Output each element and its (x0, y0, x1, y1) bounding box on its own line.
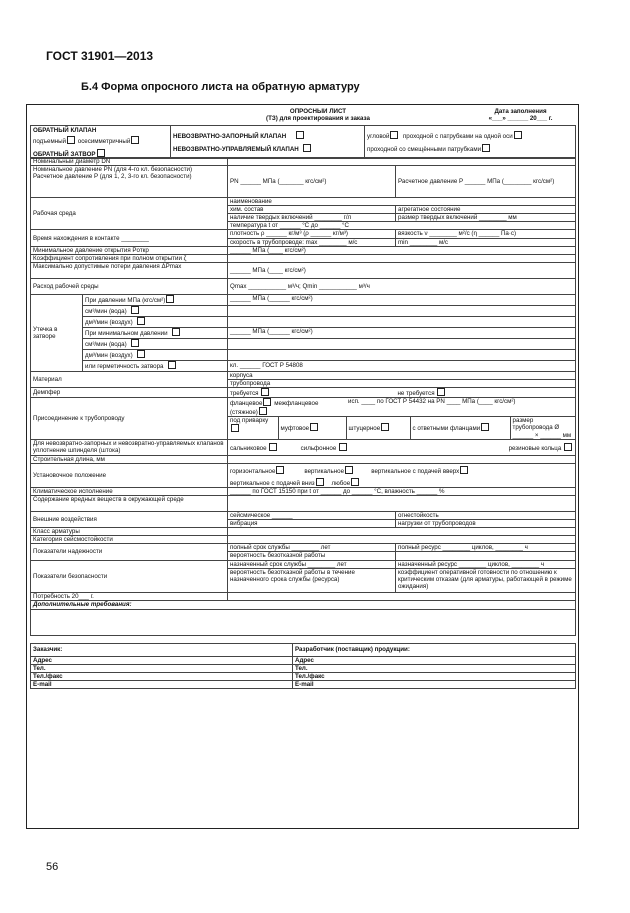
readiness-coef-field[interactable]: коэффициент оперативной готовности по отношению к критическим отказам (для арматуры, работающей в режиме ожидания) (396, 568, 576, 592)
mating-flanges-label: с ответными фланцами (412, 425, 481, 433)
tightness-field[interactable]: кл. ______ ГОСТ Р 54808 (228, 360, 576, 371)
section-title: Б.4 Форма опросного листа на обратную арматуру (81, 81, 360, 93)
weld-label: под приварку (230, 417, 269, 425)
vertical-up-label: вертикальное с подачей вверх (371, 467, 460, 475)
controlled-check-label: НЕВОЗВРАТНО-УПРАВЛЯЕМЫЙ КЛАПАН (173, 146, 299, 154)
form-header-table (30, 108, 575, 126)
flow-rate-field[interactable]: Qmax ___________ м³/ч; Qmin ___________ м³/ч (228, 278, 576, 294)
vertical-down-label: вертикальное с подачей вниз (230, 479, 315, 487)
stop-check-checkbox[interactable] (296, 131, 304, 139)
face-length-label: Строительная длина, мм (31, 455, 228, 463)
stop-check-label: НЕВОЗВРАТНО-ЗАПОРНЫЙ КЛАПАН (173, 133, 287, 140)
min-open-pressure-label: Минимальное давление открытия Pоткр (31, 246, 228, 254)
connection-label: Присоединение к трубопроводу (31, 398, 228, 439)
fire-resistance-field[interactable]: огнестойкость (396, 511, 576, 519)
offset-label: проходной со смещёнными патрубками (367, 146, 482, 154)
nipple-label: штуцерное (348, 425, 381, 433)
vibration-field[interactable]: вибрация (228, 520, 396, 528)
contacts-table (30, 643, 576, 689)
pipe-loads-field[interactable]: нагрузки от трубопроводов (396, 520, 576, 528)
gland-checkbox[interactable] (269, 443, 277, 451)
additional-requirements-field[interactable] (31, 609, 576, 635)
pn-label: Номинальное давление PN (для 4-го кл. безопасности) (33, 166, 193, 174)
parameters-table (30, 157, 576, 636)
vertical-label: вертикальное (304, 467, 345, 475)
damper-required-checkbox[interactable] (261, 388, 269, 396)
seismic-category-label: Категория сейсмостойкости (31, 536, 228, 544)
medium-label: Рабочая среда (31, 198, 228, 230)
damper-required-label: требуется (230, 390, 259, 398)
pn-field[interactable]: PN ______ МПа (_______ кгс/см²) (230, 178, 327, 186)
any-position-label: любое (331, 479, 351, 487)
flanged-checkbox[interactable] (263, 398, 271, 406)
pr-field[interactable]: Расчетное давление P ______ МПа (________ кгс/см²) (398, 178, 555, 186)
nipple-checkbox[interactable] (381, 423, 389, 431)
axisymmetric-label: осесимметричный (77, 138, 131, 146)
vertical-down-checkbox[interactable] (316, 478, 324, 486)
bellows-label: сильфонное (300, 444, 337, 452)
gland-label: сальниковое (230, 444, 267, 452)
air-leak-checkbox-2[interactable] (137, 350, 145, 358)
pressure-loss-field[interactable]: ______ МПа (____ кгс/см²) (228, 262, 576, 278)
climate-field[interactable]: ______ по ГОСТ 15150 при t от ______ до ______ °С, влажность ______ % (228, 487, 576, 495)
failure-free-field[interactable]: вероятность безотказной работы (228, 552, 396, 560)
damper-label: Демпфер (31, 388, 228, 398)
position-label: Установочное положение (31, 463, 228, 487)
harmful-substances-label: Содержание вредных веществ в окружающей среде (31, 495, 228, 511)
assigned-life-field[interactable]: назначенный срок службы ________ лет (228, 560, 396, 568)
contact-time-label: Время нахождения в контакте ________ (31, 230, 228, 246)
developer-label: Разработчик (поставщик) продукции: (293, 644, 576, 657)
state-field[interactable]: агрегатное состояние (396, 206, 576, 214)
assigned-resource-field[interactable]: назначенный ресурс ________ циклов, ________ ч (396, 560, 576, 568)
mating-flanges-checkbox[interactable] (481, 423, 489, 431)
check-gate-label: ОБРАТНЫЙ ЗАТВОР (33, 151, 96, 159)
wafer-checkbox[interactable] (259, 407, 267, 415)
reliability-label: Показатели надежности (31, 544, 228, 560)
min-open-pressure-field[interactable]: ______ МПа (____ кгс/см²) (228, 246, 576, 254)
air-leak-label-2: дм³/мин (воздух) (85, 351, 133, 359)
full-resource-field[interactable]: полный ресурс ________ циклов, ________ ч (396, 544, 576, 552)
developer-fax-field[interactable]: Тел./факс (293, 673, 576, 681)
tz-label: (ТЗ) для проектирования и заказа (266, 115, 370, 123)
vertical-up-checkbox[interactable] (460, 466, 468, 474)
wafer-label: межфланцевое (стяжное) (230, 400, 319, 417)
material-label: Материал (31, 371, 228, 387)
coupling-checkbox[interactable] (310, 423, 318, 431)
test-pressure-checkbox[interactable] (166, 295, 174, 303)
straight-checkbox[interactable] (514, 131, 522, 139)
weld-checkbox[interactable] (231, 424, 239, 432)
water-leak-checkbox[interactable] (131, 306, 139, 314)
angle-checkbox[interactable] (390, 131, 398, 139)
customer-label: Заказчик: (31, 644, 293, 657)
angle-label: угловой (367, 133, 390, 140)
test-pressure-label: При давлении МПа (кгс/см²) (85, 296, 166, 304)
demand-field[interactable]: Потребность 20___ г. (31, 592, 228, 600)
damper-not-required-checkbox[interactable] (437, 388, 445, 396)
density-field[interactable]: плотность ρ ______ кг/м³ (ρ ______ кг/м³) (228, 230, 396, 238)
velocity-max-field[interactable]: скорость в трубопроводе: max ________ м/с (228, 238, 396, 246)
orings-label: резиновые кольца (508, 444, 562, 452)
tightness-checkbox[interactable] (168, 361, 176, 369)
water-leak-label-2: см³/мин (вода) (85, 340, 127, 348)
pipe-size-field[interactable]: размер трубопровода Ø ______ × ______ мм (512, 417, 572, 439)
stem-seal-label: Для невозвратно-запорных и невозвратно-управляемых клапанов уплотнение шпинделя (штока) (31, 439, 228, 455)
flow-rate-label: Расход рабочей среды (31, 278, 228, 294)
temp-field[interactable]: температура t от ______ °С до ______ °С (228, 222, 576, 230)
horizontal-checkbox[interactable] (276, 466, 284, 474)
valve-class-label: Класс арматуры (31, 528, 228, 536)
flanged-label: фланцевое (230, 400, 263, 408)
developer-email-field[interactable]: E-mail (293, 681, 576, 689)
customer-email-field[interactable]: E-mail (31, 681, 293, 689)
tightness-label: или герметичность затвора (85, 362, 164, 370)
pr-label: Расчетное давление P (для 1, 2, 3-го кл. безопасности) (33, 173, 192, 181)
name-field[interactable]: наименование (228, 198, 576, 206)
customer-fax-field[interactable]: Тел./факс (31, 673, 293, 681)
chem-field[interactable]: хим. состав (228, 206, 396, 214)
safety-label: Показатели безопасности (31, 560, 228, 592)
air-leak-label: дм³/мин (воздух) (85, 318, 133, 326)
developer-address-field[interactable]: Адрес (293, 657, 576, 665)
bellows-checkbox[interactable] (339, 443, 347, 451)
date-field[interactable]: «___» ______ 20___ г. (488, 115, 553, 123)
lift-type-label: подъемный (33, 138, 67, 146)
flange-design-field[interactable]: исп. ____ по ГОСТ Р 54432 на PN ____ МПа (____ кгс/см²) (346, 398, 575, 417)
customer-address-field[interactable]: Адрес (31, 657, 293, 665)
min-pressure-field[interactable]: ______ МПа (______ кгс/см²) (228, 327, 576, 338)
water-leak-label: см³/мин (вода) (85, 307, 127, 315)
failure-free-assigned-field[interactable]: вероятность безотказной работы в течение назначенного срока службы (ресурса) (228, 568, 396, 592)
air-leak-checkbox[interactable] (137, 317, 145, 325)
check-gate-checkbox[interactable] (97, 149, 105, 157)
velocity-min-field[interactable]: min ________ м/с (396, 238, 576, 246)
date-label: Дата заполнения (494, 108, 547, 115)
orings-checkbox[interactable] (564, 443, 572, 451)
min-pressure-checkbox[interactable] (172, 328, 180, 336)
vertical-checkbox[interactable] (345, 466, 353, 474)
customer-phone-field[interactable]: Тел. (31, 665, 293, 673)
external-impact-label: Внешние воздействия (31, 511, 228, 527)
lift-checkbox[interactable] (67, 136, 75, 144)
water-leak-checkbox-2[interactable] (131, 339, 139, 347)
min-pressure-label: При минимальном давлении (85, 329, 168, 337)
developer-phone-field[interactable]: Тел. (293, 665, 576, 673)
body-material-field[interactable]: корпуса (228, 371, 576, 379)
seismic-field[interactable]: сейсмическое ______ (228, 511, 396, 519)
additional-requirements-label: Дополнительные требования: (31, 600, 576, 609)
full-life-field[interactable]: полный срок службы ________ лет (228, 544, 396, 552)
coupling-label: муфтовое (280, 425, 310, 433)
document-header: ГОСТ 31901—2013 (46, 49, 154, 63)
test-pressure-field[interactable]: ______ МПа (______ кгс/см²) (228, 294, 576, 305)
damper-not-required-label: не требуется (397, 390, 435, 398)
viscosity-field[interactable]: вязкость ν ________ м²/с (η ______ Па·с) (396, 230, 576, 238)
dn-label: Номинальный диаметр DN (31, 158, 228, 166)
any-position-checkbox[interactable] (351, 478, 359, 486)
pipe-material-field[interactable]: трубопровода (228, 379, 576, 387)
straight-label: проходной с патрубками на одной оси (402, 133, 513, 140)
questionnaire-label: ОПРОСНЫЙ ЛИСТ (289, 108, 347, 115)
axisymmetric-checkbox[interactable] (131, 136, 139, 144)
solids-field[interactable]: наличие твердых включений ________ г/л (228, 214, 396, 222)
leakage-label: Утечка в затворе (31, 294, 83, 371)
check-valve-label: ОБРАТНЫЙ КЛАПАН (33, 127, 97, 134)
climate-label: Климатическое исполнение (31, 487, 228, 495)
controlled-check-checkbox[interactable] (303, 144, 311, 152)
pressure-loss-label: Максимально допустимые потери давления ΔPmax (31, 262, 228, 278)
page-number: 56 (46, 861, 59, 873)
offset-checkbox[interactable] (482, 144, 490, 152)
resistance-coef-label: Коэффициент сопротивления при полном открытии ζ (31, 254, 228, 262)
horizontal-label: горизонтальное (230, 467, 276, 475)
solids-size-field[interactable]: размер твердых включений ________ мм (396, 214, 576, 222)
type-selection-table (30, 125, 576, 159)
